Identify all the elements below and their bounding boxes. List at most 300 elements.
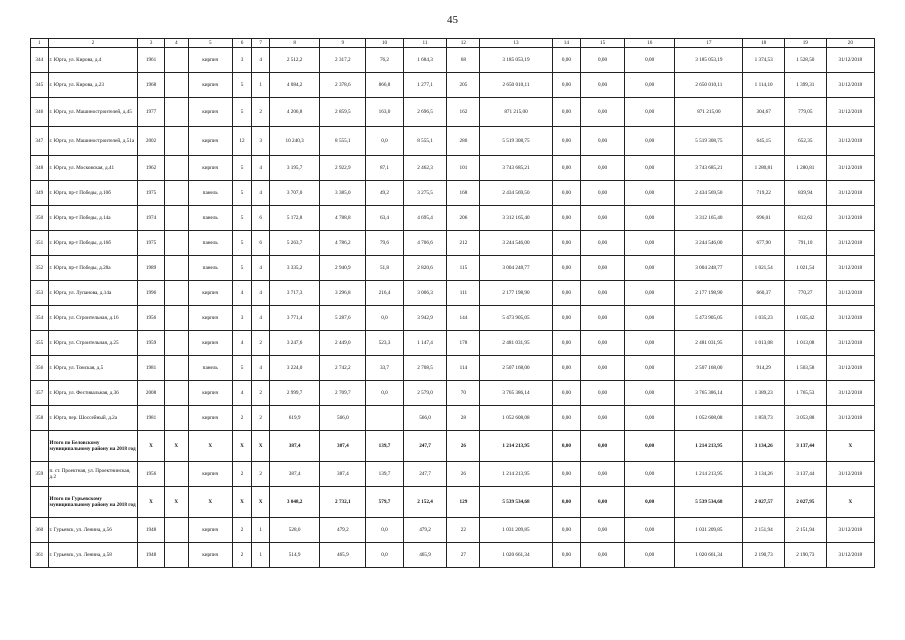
table-cell — [164, 518, 188, 543]
table-row — [31, 73, 875, 98]
table-cell: 0,00 — [552, 331, 580, 356]
table-cell: 3 385,0 — [320, 181, 366, 206]
table-cell: 0,00 — [581, 231, 625, 256]
table-cell: 0,00 — [624, 127, 674, 156]
table-cell: 0,00 — [581, 487, 625, 518]
table-cell: 1975 — [138, 231, 164, 256]
table-cell: 1981 — [138, 406, 164, 431]
table-cell: 1 147,4 — [403, 331, 447, 356]
table-cell: 2 151,94 — [784, 518, 826, 543]
table-cell: 2 — [232, 543, 252, 568]
table-cell: кирпич — [188, 518, 232, 543]
table-cell: 79,6 — [366, 231, 403, 256]
table-cell: X — [164, 487, 188, 518]
table-cell: 5 — [232, 156, 252, 181]
table-cell: 178 — [447, 331, 480, 356]
table-row — [31, 406, 875, 431]
table-cell: 1 031 209,85 — [675, 518, 743, 543]
table-cell: 2 507 168,00 — [480, 356, 552, 381]
table-cell: панель — [188, 206, 232, 231]
table-cell: 1 374,53 — [743, 48, 785, 73]
table-cell: 3 185 053,19 — [480, 48, 552, 73]
table-cell: 1 031 209,85 — [480, 518, 552, 543]
table-cell: 353 — [31, 281, 49, 306]
table-cell: 1 052 608,08 — [480, 406, 552, 431]
table-cell: 31/12/2018 — [826, 356, 874, 381]
table-cell: 0,00 — [581, 127, 625, 156]
table-cell: 304,67 — [743, 98, 785, 127]
table-cell — [164, 356, 188, 381]
table-cell: 2 650 010,11 — [675, 73, 743, 98]
table-cell: 2 190,73 — [743, 543, 785, 568]
table-cell: 31/12/2018 — [826, 406, 874, 431]
table-cell: 5 172,8 — [269, 206, 319, 231]
table-cell: 566,0 — [320, 406, 366, 431]
table-cell: 3 134,26 — [743, 431, 785, 462]
table-cell: 359 — [31, 462, 49, 487]
table-cell: 4 695,4 — [403, 206, 447, 231]
table-row — [31, 281, 875, 306]
table-cell: 2 — [252, 462, 270, 487]
table-cell: 1 280,81 — [784, 156, 826, 181]
table-cell: 3 137,44 — [784, 462, 826, 487]
address-cell: Итого по Гурьевскому муниципальному району на 2018 год — [48, 487, 138, 518]
table-cell: кирпич — [188, 127, 232, 156]
table-cell: 3 765 386,14 — [480, 381, 552, 406]
table-cell: 3 006,3 — [403, 281, 447, 306]
address-cell: г. Юрга, ул. Кирова, д.4 — [48, 48, 138, 73]
table-cell: 1977 — [138, 98, 164, 127]
table-cell: 31/12/2018 — [826, 48, 874, 73]
table-cell: 2 152,4 — [403, 487, 447, 518]
table-cell: 2 650 010,11 — [480, 73, 552, 98]
table-cell: панель — [188, 181, 232, 206]
table-cell: 1 214 213,95 — [675, 462, 743, 487]
table-cell: 2 434 569,50 — [480, 181, 552, 206]
table-cell: 0,00 — [624, 356, 674, 381]
table-cell: 0,00 — [624, 462, 674, 487]
address-cell: г. Юрга, пр-т Победы, д.16б — [48, 231, 138, 256]
table-cell: 0,00 — [624, 48, 674, 73]
table-cell: 2 027,57 — [743, 487, 785, 518]
table-cell: 345 — [31, 73, 49, 98]
table-cell: 28 — [447, 406, 480, 431]
table-cell: 3 765 386,14 — [675, 381, 743, 406]
table-cell: 1 052 608,08 — [675, 406, 743, 431]
table-cell: 356 — [31, 356, 49, 381]
table-cell: 719,22 — [743, 181, 785, 206]
table-cell: 1 114,10 — [743, 73, 785, 98]
table-cell: 387,4 — [269, 431, 319, 462]
table-cell: 2 190,73 — [784, 543, 826, 568]
table-cell: 87,1 — [366, 156, 403, 181]
table-cell: 346 — [31, 98, 49, 127]
table-cell: 1 528,50 — [784, 48, 826, 73]
address-cell: Итого по Беловскому муниципальному району на 2018 год — [48, 431, 138, 462]
table-cell: 3 244 546,00 — [675, 231, 743, 256]
table-cell: 0,00 — [624, 406, 674, 431]
table-cell: 2 — [252, 406, 270, 431]
table-cell: 0,00 — [581, 48, 625, 73]
table-cell: 0,00 — [581, 306, 625, 331]
table-cell: 1959 — [138, 331, 164, 356]
table-cell: 354 — [31, 306, 49, 331]
table-cell: 111 — [447, 281, 480, 306]
table-cell: 387,4 — [269, 462, 319, 487]
table-cell: 4 — [252, 281, 270, 306]
table-cell: 2 434 569,50 — [675, 181, 743, 206]
table-cell: 0,00 — [624, 156, 674, 181]
table-cell: кирпич — [188, 98, 232, 127]
table-cell: кирпич — [188, 281, 232, 306]
table-cell: 5 473 905,05 — [480, 306, 552, 331]
table-cell: панель — [188, 231, 232, 256]
table-cell: 0,00 — [581, 73, 625, 98]
table-cell: 31/12/2018 — [826, 231, 874, 256]
table-cell: 3 707,0 — [269, 181, 319, 206]
table-cell: 2 481 031,95 — [480, 331, 552, 356]
table-cell: 2008 — [138, 381, 164, 406]
table-cell: 361 — [31, 543, 49, 568]
table-cell: 4 706,6 — [403, 231, 447, 256]
table-cell: 31/12/2018 — [826, 156, 874, 181]
table-cell: 0,0 — [366, 543, 403, 568]
address-cell: г. Юрга, пр-т Победы, д.10б — [48, 181, 138, 206]
table-cell: 2 696,5 — [403, 98, 447, 127]
table-cell: 31/12/2018 — [826, 543, 874, 568]
table-cell: 0,00 — [552, 381, 580, 406]
table-cell: 0,00 — [581, 181, 625, 206]
address-cell: г. Юрга, пер. Шоссейный, д.2а — [48, 406, 138, 431]
table-cell — [31, 431, 49, 462]
column-number-cell: 7 — [252, 39, 270, 48]
table-cell: 2 999,7 — [269, 381, 319, 406]
address-cell: г. Юрга, ул. Лупанова, д.14а — [48, 281, 138, 306]
table-cell: 5 473 905,05 — [675, 306, 743, 331]
table-cell: 0,00 — [552, 127, 580, 156]
table-cell: 0,0 — [366, 306, 403, 331]
table-cell: 8 555,1 — [403, 127, 447, 156]
table-cell: 2 507 168,00 — [675, 356, 743, 381]
column-number-cell: 11 — [403, 39, 447, 48]
table-cell: 0,00 — [624, 181, 674, 206]
table-cell: 0,00 — [552, 543, 580, 568]
table-cell: 1961 — [138, 48, 164, 73]
table-cell — [164, 306, 188, 331]
table-cell: 2 317,2 — [320, 48, 366, 73]
table-row — [31, 331, 875, 356]
table-cell: 652,35 — [784, 127, 826, 156]
table-cell: 1 035,42 — [784, 306, 826, 331]
column-number-cell: 18 — [743, 39, 785, 48]
address-cell: г. Юрга, ул. Московская, д.41 — [48, 156, 138, 181]
table-cell: 216,4 — [366, 281, 403, 306]
table-row — [31, 181, 875, 206]
table-cell: 3 717,3 — [269, 281, 319, 306]
table-cell: 4 788,8 — [320, 206, 366, 231]
table-cell: X — [826, 487, 874, 518]
table-cell: 0,00 — [624, 281, 674, 306]
table-cell — [164, 256, 188, 281]
table-cell: 114 — [447, 356, 480, 381]
table-cell: 579,7 — [366, 487, 403, 518]
table-cell: 839,94 — [784, 181, 826, 206]
table-cell: 0,00 — [552, 231, 580, 256]
table-cell: 1996 — [138, 281, 164, 306]
table-cell — [164, 98, 188, 127]
table-cell: 1981 — [138, 356, 164, 381]
table-cell: 3 004 248,77 — [480, 256, 552, 281]
table-cell: 871 215,00 — [675, 98, 743, 127]
table-cell: X — [826, 431, 874, 462]
table-cell: 0,00 — [581, 431, 625, 462]
table-cell: 4 — [252, 156, 270, 181]
table-cell: 3 048,2 — [269, 487, 319, 518]
table-cell: 4 — [252, 356, 270, 381]
table-cell: кирпич — [188, 381, 232, 406]
table-cell: 0,00 — [552, 356, 580, 381]
table-body — [31, 39, 875, 568]
column-number-cell: 15 — [581, 39, 625, 48]
table-cell: 352 — [31, 256, 49, 281]
table-cell: 0,0 — [366, 127, 403, 156]
table-cell: 1 214 213,95 — [675, 431, 743, 462]
table-cell: 5 — [232, 256, 252, 281]
table-cell: 1 020 661,34 — [480, 543, 552, 568]
table-cell: панель — [188, 356, 232, 381]
address-cell: г. Юрга, ул. Машиностроителей, д.51а — [48, 127, 138, 156]
table-cell: 139,7 — [366, 462, 403, 487]
table-cell: 5 539 534,68 — [675, 487, 743, 518]
table-cell: 812,62 — [784, 206, 826, 231]
table-cell: 5 — [232, 206, 252, 231]
table-cell: 344 — [31, 48, 49, 73]
address-cell: г. Юрга, ул. Машиностроителей, д.45 — [48, 98, 138, 127]
column-number-cell: 3 — [138, 39, 164, 48]
table-cell: 3 — [252, 127, 270, 156]
table-cell: 1 399,31 — [784, 73, 826, 98]
table-cell: 0,00 — [581, 543, 625, 568]
table-cell: 1 503,58 — [784, 356, 826, 381]
table-cell: 3 — [232, 306, 252, 331]
table-cell: 4 — [232, 331, 252, 356]
table-cell: 31/12/2018 — [826, 306, 874, 331]
table-cell: 1 214 213,95 — [480, 431, 552, 462]
table-cell: 2 177 198,90 — [480, 281, 552, 306]
table-cell: 0,00 — [624, 231, 674, 256]
table-cell: 5 539 534,68 — [480, 487, 552, 518]
table-cell: 2 742,2 — [320, 356, 366, 381]
table-cell: 3 743 685,21 — [675, 156, 743, 181]
table-cell: 4 — [252, 181, 270, 206]
table-row — [31, 206, 875, 231]
table-cell: 770,27 — [784, 281, 826, 306]
column-number-cell: 5 — [188, 39, 232, 48]
table-cell: 27 — [447, 543, 480, 568]
table-cell: 51,8 — [366, 256, 403, 281]
page-number: 45 — [447, 14, 458, 26]
table-cell: 0,00 — [552, 256, 580, 281]
table-cell: 660,37 — [743, 281, 785, 306]
table-cell: 212 — [447, 231, 480, 256]
table-cell: 31/12/2018 — [826, 181, 874, 206]
table-cell: X — [252, 431, 270, 462]
table-cell: 2 151,94 — [743, 518, 785, 543]
table-cell: 3 137,44 — [784, 431, 826, 462]
table-cell: 70 — [447, 381, 480, 406]
table-cell: X — [188, 431, 232, 462]
table-cell: 866,8 — [366, 73, 403, 98]
table-cell: 2 940,9 — [320, 256, 366, 281]
table-cell: 349 — [31, 181, 49, 206]
table-cell: 351 — [31, 231, 49, 256]
subtotal-row — [31, 487, 875, 518]
table-cell: 49,2 — [366, 181, 403, 206]
table-cell — [31, 487, 49, 518]
table-row — [31, 98, 875, 127]
table-cell: 1 280,81 — [743, 156, 785, 181]
table-cell: 31/12/2018 — [826, 381, 874, 406]
table-cell: 357 — [31, 381, 49, 406]
table-cell: 1 684,3 — [403, 48, 447, 73]
table-cell: 247,7 — [403, 462, 447, 487]
table-cell — [164, 156, 188, 181]
table-cell: панель — [188, 256, 232, 281]
table-cell: 0,00 — [581, 98, 625, 127]
table-cell: 0,00 — [552, 206, 580, 231]
table-row — [31, 127, 875, 156]
table-cell: 3 743 685,21 — [480, 156, 552, 181]
table-cell — [366, 406, 403, 431]
table-row — [31, 231, 875, 256]
table-cell: 4 206,8 — [269, 98, 319, 127]
table-cell: 31/12/2018 — [826, 73, 874, 98]
table-cell: 3 247,6 — [269, 331, 319, 356]
table-cell: 619,9 — [269, 406, 319, 431]
table-cell: 0,00 — [624, 256, 674, 281]
table-cell: 0,00 — [552, 73, 580, 98]
table-cell: 1 035,23 — [743, 306, 785, 331]
table-cell: 3 195,7 — [269, 156, 319, 181]
subtotal-row — [31, 431, 875, 462]
table-cell: 2 732,1 — [320, 487, 366, 518]
table-cell: 0,0 — [366, 381, 403, 406]
table-cell: 1 — [252, 543, 270, 568]
table-cell: 3 942,9 — [403, 306, 447, 331]
table-cell: 31/12/2018 — [826, 98, 874, 127]
table-cell: 2 — [252, 331, 270, 356]
address-cell: г. Юрга, ул. Строительная, д.16 — [48, 306, 138, 331]
table-row — [31, 256, 875, 281]
table-cell: 26 — [447, 462, 480, 487]
table-row — [31, 543, 875, 568]
table-cell: X — [164, 431, 188, 462]
table-cell: 871 215,00 — [480, 98, 552, 127]
table-cell: 3 004 248,77 — [675, 256, 743, 281]
table-cell: 696,01 — [743, 206, 785, 231]
table-cell: кирпич — [188, 156, 232, 181]
table-cell: 12 — [232, 127, 252, 156]
table-cell: 31/12/2018 — [826, 518, 874, 543]
table-cell: 566,0 — [403, 406, 447, 431]
table-cell: 3 244 546,00 — [480, 231, 552, 256]
table-cell: 4 — [252, 256, 270, 281]
table-cell — [164, 406, 188, 431]
table-cell: 2 449,0 — [320, 331, 366, 356]
table-cell: 1 013,08 — [784, 331, 826, 356]
table-cell — [164, 543, 188, 568]
table-cell: 1 021,54 — [743, 256, 785, 281]
table-cell: 5 519 308,75 — [480, 127, 552, 156]
address-cell: п. ст. Проектная, ул. Проектнинская, д.2 — [48, 462, 138, 487]
column-number-cell: 8 — [269, 39, 319, 48]
table-cell: 4 — [252, 48, 270, 73]
table-cell: 2 708,5 — [403, 356, 447, 381]
table-cell — [164, 331, 188, 356]
table-cell: 0,00 — [552, 406, 580, 431]
table-cell: 0,00 — [552, 431, 580, 462]
table-cell: 2 177 198,90 — [675, 281, 743, 306]
address-cell: г. Гурьевск, ул. Ленина, д.58 — [48, 543, 138, 568]
table-cell: 0,00 — [552, 48, 580, 73]
table-cell: 2 — [232, 462, 252, 487]
table-cell: 2 — [232, 406, 252, 431]
table-cell: 115 — [447, 256, 480, 281]
table-cell: 1 277,1 — [403, 73, 447, 98]
table-cell: 358 — [31, 406, 49, 431]
table-cell: 162 — [447, 98, 480, 127]
table-cell: 2 462,3 — [403, 156, 447, 181]
table-cell: 6 — [252, 206, 270, 231]
table-row — [31, 48, 875, 73]
table-cell: 3 296,8 — [320, 281, 366, 306]
table-cell: 1 859,73 — [743, 406, 785, 431]
table-cell: 914,29 — [743, 356, 785, 381]
column-number-cell: 2 — [48, 39, 138, 48]
table-cell: кирпич — [188, 73, 232, 98]
table-cell: 0,00 — [552, 487, 580, 518]
table-cell: 0,00 — [624, 331, 674, 356]
table-cell: 31/12/2018 — [826, 206, 874, 231]
column-number-cell: 12 — [447, 39, 480, 48]
table-cell: 5 — [232, 98, 252, 127]
table-cell: 479,2 — [320, 518, 366, 543]
table-cell: X — [252, 487, 270, 518]
address-cell: г. Юрга, ул. Строительная, д.25 — [48, 331, 138, 356]
table-cell: X — [232, 431, 252, 462]
table-cell: X — [232, 487, 252, 518]
address-cell: г. Юрга, пр-т Победы, д.28а — [48, 256, 138, 281]
table-cell: 677,90 — [743, 231, 785, 256]
table-cell: 5 263,7 — [269, 231, 319, 256]
column-number-cell: 9 — [320, 39, 366, 48]
table-cell: 0,00 — [624, 98, 674, 127]
table-cell: 0,00 — [552, 462, 580, 487]
table-cell: 1956 — [138, 306, 164, 331]
table-cell: 1989 — [138, 256, 164, 281]
table-cell: 0,00 — [552, 306, 580, 331]
table-cell: 26 — [447, 431, 480, 462]
table-cell: 3 224,0 — [269, 356, 319, 381]
table-cell: 0,00 — [581, 462, 625, 487]
table-cell: 5 — [232, 181, 252, 206]
table-cell: 0,00 — [552, 98, 580, 127]
table-cell: 3 134,26 — [743, 462, 785, 487]
table-cell: 2 378,6 — [320, 73, 366, 98]
table-cell: 139,7 — [366, 431, 403, 462]
table-cell: 0,00 — [624, 543, 674, 568]
column-number-cell: 20 — [826, 39, 874, 48]
